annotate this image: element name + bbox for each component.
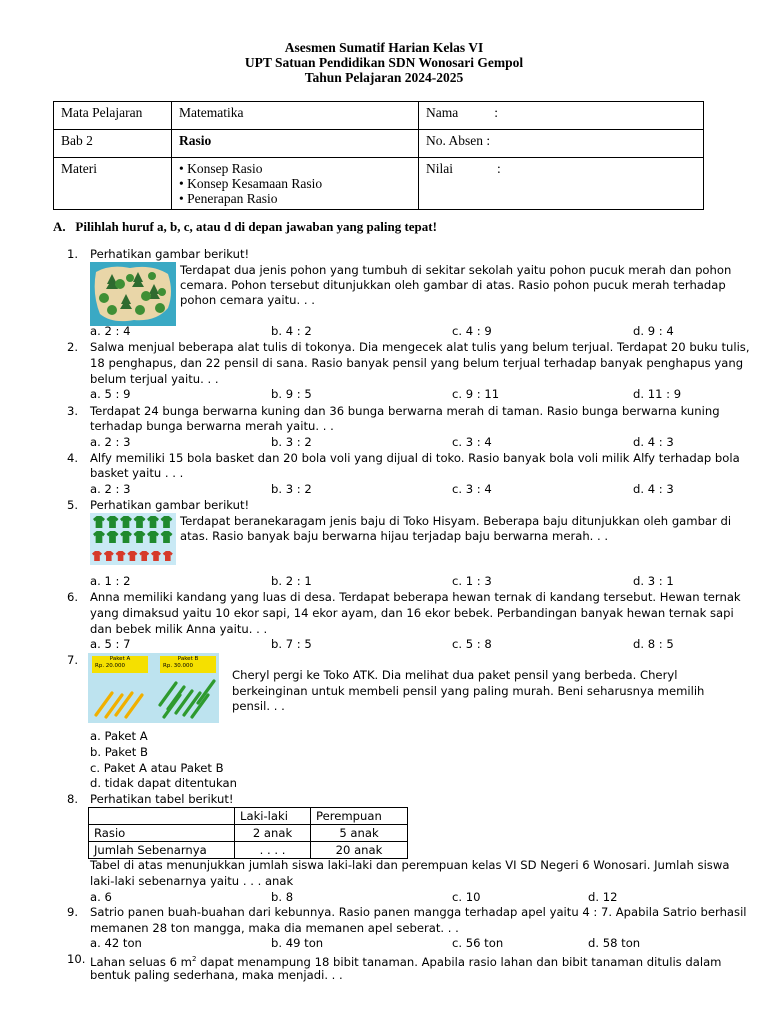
gender-table <box>88 807 408 859</box>
q2-option-c[interactable]: c. 9 : 11 <box>452 387 500 401</box>
table-header <box>89 808 235 825</box>
q6-line: Anna memiliki kandang yang luas di desa. Terdapat beberapa hewan ternak di kandang tersebut. Hewan ternak <box>90 590 741 604</box>
q2-option-a[interactable]: a. 5 : 9 <box>90 387 131 401</box>
nama-cell <box>419 102 704 130</box>
q4-number: 4. <box>67 451 79 465</box>
q2-option-b[interactable]: b. 9 : 5 <box>271 387 312 401</box>
table-cell: Jumlah Sebenarnya <box>89 842 235 859</box>
title-line-3: Tahun Pelajaran 2024-2025 <box>304 70 464 85</box>
q8-number: 8. <box>67 792 79 806</box>
table-cell: 2 anak <box>235 825 311 842</box>
info-table <box>53 101 704 210</box>
paket-a-label: Paket A Rp. 20.000 <box>92 656 148 673</box>
paket-b-label: Paket B Rp. 30.000 <box>160 656 216 673</box>
q8-line: Tabel di atas menunjukkan jumlah siswa laki-laki dan perempuan kelas VI SD Negeri 6 Wonosari. Jumlah siswa <box>90 858 730 872</box>
q2-line: belum terjual yaitu. . . <box>90 372 219 386</box>
shirt-icon <box>93 531 105 543</box>
q7-option-b[interactable]: b. Paket B <box>90 745 148 759</box>
materi-item: • Konsep Rasio <box>179 161 263 176</box>
materi-item: • Konsep Kesamaan Rasio <box>179 176 323 191</box>
q9-line: memanen 28 ton mangga, maka dia memanen apel seberat. . . <box>90 921 459 935</box>
section-a-instruction: A. Pilihlah huruf a, b, c, atau d di depan jawaban yang paling tepat! <box>53 219 437 234</box>
materi-label: Materi <box>54 158 172 210</box>
q1-option-b[interactable]: b. 4 : 2 <box>271 324 312 338</box>
bab-label: Bab 2 <box>54 130 172 158</box>
q7-option-c[interactable]: c. Paket A atau Paket B <box>90 761 224 775</box>
q1-option-c[interactable]: c. 4 : 9 <box>452 324 492 338</box>
table-row <box>89 825 408 842</box>
q10-line: Lahan seluas 6 $m^2$ dapat menampung 18 bibit tanaman. Apabila rasio lahan dan bibit tanaman ditulis dalam <box>90 954 722 969</box>
q6-line: dan bebek milik Anna yaitu. . . <box>90 622 268 636</box>
q7-line: pensil. . . <box>232 699 285 713</box>
mapel-value: Matematika <box>172 102 419 130</box>
q4-option-d[interactable]: d. 4 : 3 <box>633 482 674 496</box>
shirt-icon <box>147 531 159 543</box>
q4-option-c[interactable]: c. 3 : 4 <box>452 482 492 496</box>
q3-number: 3. <box>67 404 79 418</box>
q5-option-d[interactable]: d. 3 : 1 <box>633 574 674 588</box>
q7-option-d[interactable]: d. tidak dapat ditentukan <box>90 776 237 790</box>
shirt-icon <box>161 531 173 543</box>
table-cell: . . . . <box>235 842 311 859</box>
q4-option-b[interactable]: b. 3 : 2 <box>271 482 312 496</box>
shirt-icon <box>147 516 159 528</box>
q3-option-a[interactable]: a. 2 : 3 <box>90 435 131 449</box>
q3-line: Terdapat 24 bunga berwarna kuning dan 36 bunga berwarna merah di taman. Rasio bunga berwarna kuning <box>90 404 720 418</box>
q6-option-c[interactable]: c. 5 : 8 <box>452 637 492 651</box>
materi-item: • Penerapan Rasio <box>179 191 278 206</box>
q9-number: 9. <box>67 905 79 919</box>
q10-line: bentuk paling sederhana, maka menjadi. . . <box>90 968 343 982</box>
shirt-icon <box>139 551 149 561</box>
title-line-1: Asesmen Sumatif Harian Kelas VI <box>284 40 484 55</box>
q1-intro: Perhatikan gambar berikut! <box>90 247 250 261</box>
q4-line: basket yaitu . . . <box>90 466 184 480</box>
shirt-icon <box>163 551 173 561</box>
q9-line: Satrio panen buah-buahan dari kebunnya. Rasio panen mangga terhadap apel yaitu 4 : 7. Apabila Satrio berhasil <box>90 905 747 919</box>
q6-number: 6. <box>67 590 79 604</box>
shirt-icon <box>161 516 173 528</box>
nama-label: Nama <box>426 105 459 120</box>
q6-option-b[interactable]: b. 7 : 5 <box>271 637 312 651</box>
q7-line: berkeinginan untuk membeli pensil yang paling murah. Beni seharusnya memilih <box>232 684 705 698</box>
table-cell: 5 anak <box>311 825 408 842</box>
shirt-icon <box>107 531 119 543</box>
nilai-cell <box>419 158 704 210</box>
table-cell: Rasio <box>89 825 235 842</box>
q5-option-a[interactable]: a. 1 : 2 <box>90 574 131 588</box>
shirt-icon <box>104 551 114 561</box>
q3-option-b[interactable]: b. 3 : 2 <box>271 435 312 449</box>
q9-option-a[interactable]: a. 42 ton <box>90 936 142 950</box>
q8-line: laki-laki sebenarnya yaitu . . . anak <box>90 874 294 888</box>
q4-line: Alfy memiliki 15 bola basket dan 20 bola voli yang dijual di toko. Rasio banyak bola voli milik Alfy terhadap bola <box>90 451 740 465</box>
q2-number: 2. <box>67 340 79 354</box>
q1-option-a[interactable]: a. 2 : 4 <box>90 324 131 338</box>
shirt-icon <box>120 516 132 528</box>
shirt-icon <box>120 531 132 543</box>
shirt-icon <box>134 516 146 528</box>
q2-line: 18 penghapus, dan 22 pensil di sana. Rasio banyak pensil yang belum terjual terhadap banyak penghapus yang <box>90 356 744 370</box>
q2-option-d[interactable]: d. 11 : 9 <box>633 387 682 401</box>
shirt-icon <box>92 551 102 561</box>
q8-option-c[interactable]: c. 10 <box>452 890 481 904</box>
q3-option-c[interactable]: c. 3 : 4 <box>452 435 492 449</box>
shirt-icon <box>107 516 119 528</box>
shirt-icon <box>134 531 146 543</box>
nilai-label: Nilai <box>426 161 453 176</box>
q8-option-a[interactable]: a. 6 <box>90 890 112 904</box>
table-header: Laki-laki <box>235 808 311 825</box>
trees-image <box>90 262 176 326</box>
pencil-packages-image <box>88 653 219 723</box>
q2-line: Salwa menjual beberapa alat tulis di tokonya. Dia mengecek alat tulis yang belum terjual. Terdapat 20 buku tulis, <box>90 340 750 354</box>
q5-option-b[interactable]: b. 2 : 1 <box>271 574 312 588</box>
q8-intro: Perhatikan tabel berikut! <box>90 792 234 806</box>
title-line-2: UPT Satuan Pendidikan SDN Wonosari Gempol <box>244 55 524 70</box>
q6-option-d[interactable]: d. 8 : 5 <box>633 637 674 651</box>
q7-option-a[interactable]: a. Paket A <box>90 729 148 743</box>
shirt-icon <box>116 551 126 561</box>
shirt-icon <box>127 551 137 561</box>
nilai-colon: : <box>497 161 501 176</box>
bab-value: Rasio <box>172 130 419 158</box>
q4-option-a[interactable]: a. 2 : 3 <box>90 482 131 496</box>
q3-option-d[interactable]: d. 4 : 3 <box>633 435 674 449</box>
shirt-icon <box>93 516 105 528</box>
absen-label: No. Absen : <box>419 130 704 158</box>
q5-intro: Perhatikan gambar berikut! <box>90 498 250 512</box>
q9-option-d[interactable]: d. 58 ton <box>588 936 641 950</box>
q9-option-b[interactable]: b. 49 ton <box>271 936 324 950</box>
q1-line: cemara. Pohon tersebut ditunjukkan oleh gambar di atas. Rasio pohon pucuk merah terhadap <box>180 278 726 292</box>
q6-option-a[interactable]: a. 5 : 7 <box>90 637 131 651</box>
q1-line: Terdapat dua jenis pohon yang tumbuh di sekitar sekolah yaitu pohon pucuk merah dan pohon <box>180 263 732 277</box>
q5-option-c[interactable]: c. 1 : 3 <box>452 574 492 588</box>
nama-colon: : <box>494 105 498 120</box>
q1-line: pohon cemara yaitu. . . <box>180 293 315 307</box>
shirts-image <box>90 513 176 565</box>
q9-option-c[interactable]: c. 56 ton <box>452 936 504 950</box>
q7-number: 7. <box>67 653 79 667</box>
q1-option-d[interactable]: d. 9 : 4 <box>633 324 674 338</box>
mapel-label: Mata Pelajaran <box>54 102 172 130</box>
q8-option-b[interactable]: b. 8 <box>271 890 294 904</box>
q10-number: 10. <box>67 952 86 966</box>
q5-line: Terdapat beranekaragam jenis baju di Toko Hisyam. Beberapa baju ditunjukkan oleh gambar di <box>180 514 732 528</box>
q1-number: 1. <box>67 247 79 261</box>
table-row <box>89 842 408 859</box>
q6-line: yang dimaksud yaitu 10 ekor sapi, 14 ekor ayam, dan 16 ekor bebek. Perbandingan banyak hewan ternak sapi <box>90 606 734 620</box>
q5-line: atas. Rasio banyak baju berwarna hijau terjadap baju berwarna merah. . . <box>180 529 609 543</box>
q5-number: 5. <box>67 498 79 512</box>
table-header: Perempuan <box>311 808 408 825</box>
q8-option-d[interactable]: d. 12 <box>588 890 618 904</box>
table-cell: 20 anak <box>311 842 408 859</box>
q3-line: terhadap bunga berwarna merah yaitu. . . <box>90 419 334 433</box>
shirt-icon <box>151 551 161 561</box>
q7-line: Cheryl pergi ke Toko ATK. Dia melihat dua paket pensil yang berbeda. Cheryl <box>232 668 678 682</box>
materi-list <box>172 158 419 210</box>
